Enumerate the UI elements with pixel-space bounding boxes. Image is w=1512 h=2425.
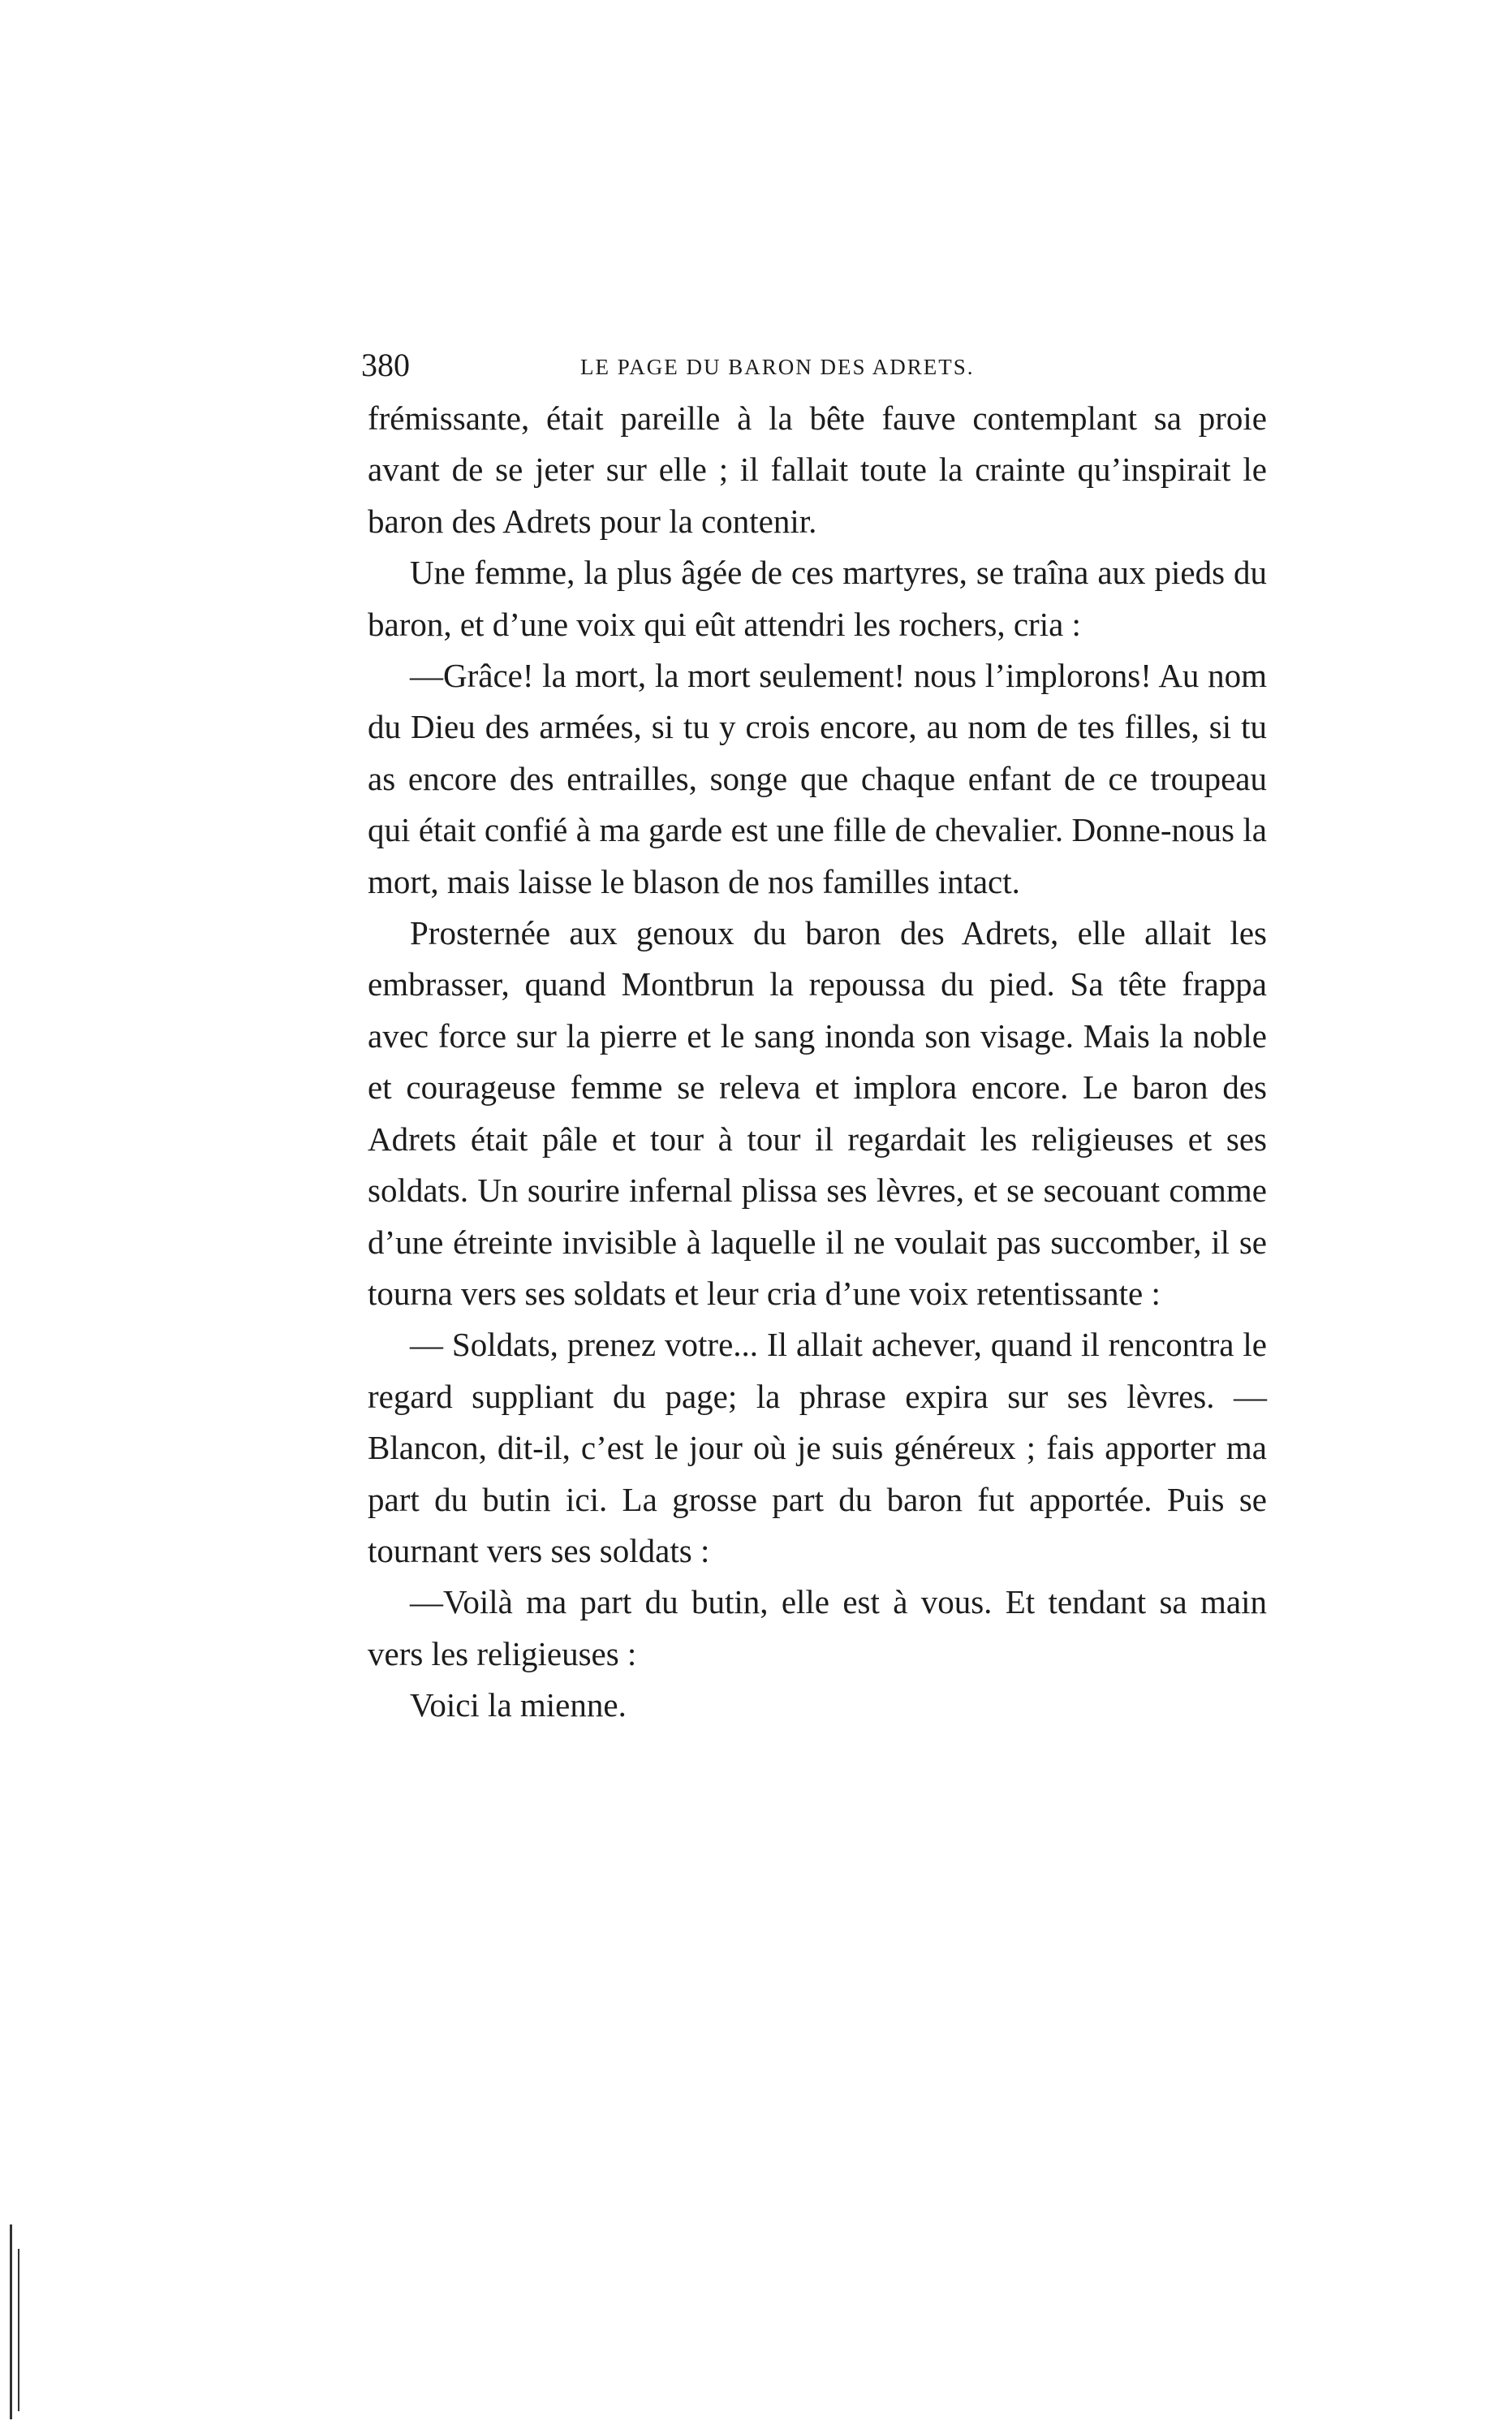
- paragraph: — Soldats, prenez votre... Il allait achever, quand il rencontra le regard suppliant du page; la phrase expira sur ses lèvres. — Blancon, dit-il, c’est le jour où je suis généreux ; fais apporter ma part du butin ici. La grosse part du baron fut apportée. Puis se tournant vers ses soldats :: [368, 1326, 1267, 1569]
- paragraph: —Grâce! la mort, la mort seulement! nous l’implorons! Au nom du Dieu des armées, si tu y crois encore, au nom de tes filles, si tu as encore des entrailles, songe que chaque enfant de ce troupeau qui était confié à ma garde est une fille de chevalier. Donne-nous la mort, mais laisse le blason de nos familles intact.: [368, 657, 1267, 900]
- paragraph: Voici la mienne.: [410, 1686, 627, 1724]
- page-number: 380: [361, 347, 410, 383]
- page-header: [361, 341, 1266, 390]
- paragraph: Prosternée aux genoux du baron des Adrets, elle allait les embrasser, quand Montbrun la repoussa du pied. Sa tête frappa avec force sur la pierre et le sang inonda son visage. Mais la noble et courageuse femme se releva et implora encore. Le baron des Adrets était pâle et tour à tour il regardait les religieuses et ses soldats. Un sourire infernal plissa ses lèvres, et se secouant comme d’une étreinte invisible à laquelle il ne voulait pas succomber, il se tourna vers ses soldats et leur cria d’une voix retentissante :: [368, 914, 1267, 1312]
- running-title: LE PAGE DU BARON DES ADRETS.: [580, 355, 975, 379]
- paragraph: Une femme, la plus âgée de ces martyres, se traîna aux pieds du baron, et d’une voix qui eût attendri les rochers, cria :: [368, 554, 1267, 643]
- scan-margin-line: [18, 2249, 19, 2411]
- paragraph: frémissante, était pareille à la bête fauve contemplant sa proie avant de se jeter sur elle ; il fallait toute la crainte qu’inspirait le baron des Adrets pour la contenir.: [368, 399, 1267, 540]
- scan-margin-line: [10, 2224, 12, 2419]
- paragraph: —Voilà ma part du butin, elle est à vous. Et tendant sa main vers les religieuses :: [368, 1583, 1267, 1672]
- body-text: [368, 393, 1267, 1732]
